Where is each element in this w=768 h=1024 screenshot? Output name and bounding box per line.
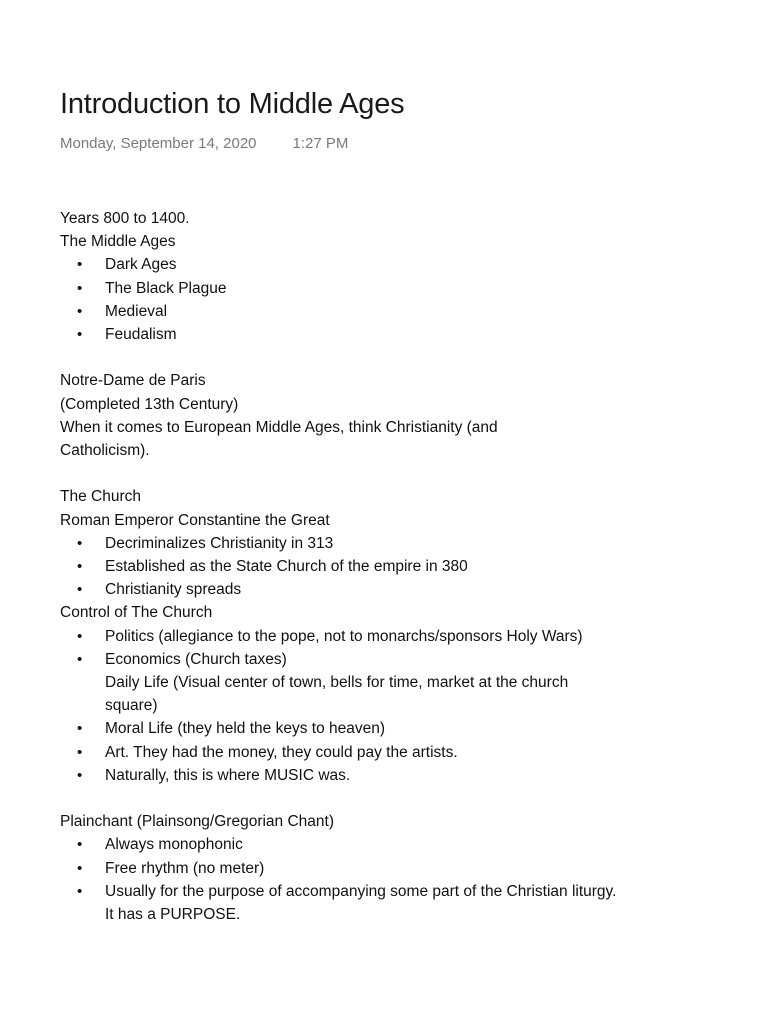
list-item: • Medieval — [60, 300, 700, 323]
list-item: • The Black Plague — [60, 277, 700, 300]
page-title: Introduction to Middle Ages — [60, 88, 405, 120]
list-item: • Christianity spreads — [60, 578, 700, 601]
christianity-note-line-1: When it comes to European Middle Ages, think Christianity (and — [60, 418, 498, 436]
list-item: • Art. They had the money, they could pay the artists. — [60, 741, 700, 764]
middle-ages-list — [60, 253, 700, 346]
plainchant-heading: Plainchant (Plainsong/Gregorian Chant) — [60, 813, 334, 831]
church-heading: The Church — [60, 488, 141, 506]
list-item: Daily Life (Visual center of town, bells for time, market at the church square) — [105, 674, 569, 715]
list-item: • Feudalism — [60, 323, 700, 346]
emperor-text: Roman Emperor Constantine the Great — [60, 511, 330, 529]
list-item: • Economics (Church taxes) — [60, 648, 700, 671]
list-item: • Dark Ages — [60, 253, 700, 276]
list-item: • Politics (allegiance to the pope, not to monarchs/sponsors Holy Wars) — [60, 625, 625, 648]
christianity-note-line-2: Catholicism). — [60, 442, 150, 460]
list-item: • Free rhythm (no meter) — [60, 857, 700, 880]
note-timestamp — [60, 134, 700, 154]
spacer — [60, 462, 700, 485]
middle-ages-heading: The Middle Ages — [60, 233, 176, 251]
note-time: 1:27 PM — [292, 135, 349, 152]
completed-text: (Completed 13th Century) — [60, 395, 239, 413]
spacer — [60, 787, 700, 810]
list-item: • Always monophonic — [60, 833, 700, 856]
plainchant-list — [60, 833, 700, 926]
note-page — [60, 84, 700, 924]
church-list — [60, 532, 700, 602]
list-item: • Decriminalizes Christianity in 313 — [60, 532, 700, 555]
spacer — [60, 346, 700, 369]
list-item: • Established as the State Church of the empire in 380 — [60, 555, 700, 578]
list-item: • Naturally, this is where MUSIC was. — [60, 764, 700, 787]
note-body[interactable] — [60, 207, 700, 926]
list-item: • Usually for the purpose of accompanying some part of the Christian liturgy. It has a PURPOSE. — [60, 880, 625, 926]
note-date: Monday, September 14, 2020 — [60, 135, 257, 152]
control-list — [60, 625, 700, 787]
control-heading: Control of The Church — [60, 604, 213, 622]
years-text: Years 800 to 1400. — [60, 210, 190, 227]
notre-dame-text: Notre-Dame de Paris — [60, 372, 206, 390]
list-item: • Moral Life (they held the keys to heaven) — [60, 717, 700, 740]
